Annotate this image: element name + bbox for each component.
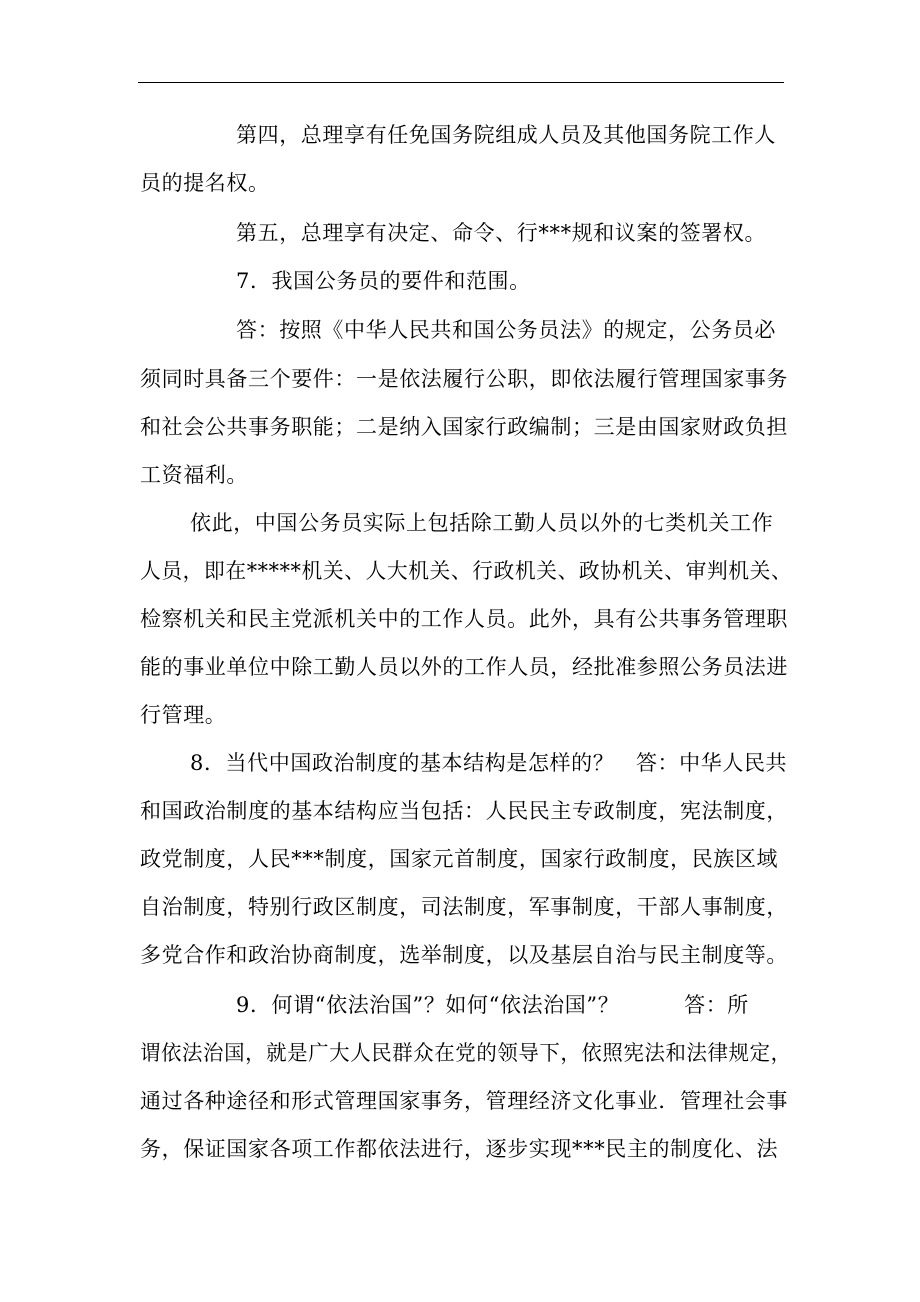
text-line: 谓依法治国，就是广大人民群众在党的领导下，依照宪法和法律规定，	[140, 1041, 792, 1065]
text-line: 8．当代中国政治制度的基本结构是怎样的？ 答：中华人民共	[190, 751, 788, 775]
text-line: 和国政治制度的基本结构应当包括：人民民主专政制度，宪法制度，	[140, 799, 788, 823]
text-line: 员的提名权。	[140, 171, 270, 195]
text-line: 能的事业单位中除工勤人员以外的工作人员，经批准参照公务员法进	[140, 655, 788, 679]
text-line: 第五，总理享有决定、命令、行***规和议案的签署权。	[236, 221, 767, 245]
text-line: 第四，总理享有任免国务院组成人员及其他国务院工作人	[236, 123, 776, 147]
header-rule	[138, 82, 784, 83]
text-line: 检察机关和民主党派机关中的工作人员。此外，具有公共事务管理职	[140, 607, 788, 631]
text-line: 9．何谓“依法治国”？如何“依法治国”？ 答：所	[236, 993, 749, 1017]
text-line: 工资福利。	[140, 463, 248, 487]
text-line: 政党制度，人民***制度，国家元首制度，国家行政制度，民族区域	[140, 847, 779, 871]
text-line: 人员，即在*****机关、人大机关、行政机关、政协机关、审判机关、	[140, 559, 793, 583]
text-line: 行管理。	[140, 703, 227, 727]
text-line: 和社会公共事务职能；二是纳入国家行政编制；三是由国家财政负担	[140, 415, 788, 439]
text-line: 多党合作和政治协商制度，选举制度，以及基层自治与民主制度等。	[140, 943, 788, 967]
text-line: 务，保证国家各项工作都依法进行，逐步实现***民主的制度化、法	[140, 1137, 779, 1161]
text-line: 答：按照《中华人民共和国公务员法》的规定，公务员必	[236, 318, 776, 342]
text-line: 自治制度，特别行政区制度，司法制度，军事制度，干部人事制度，	[140, 895, 788, 919]
text-line: 依此，中国公务员实际上包括除工勤人员以外的七类机关工作	[190, 511, 774, 535]
text-line: 7．我国公务员的要件和范围。	[236, 269, 531, 293]
text-line: 须同时具备三个要件：一是依法履行公职，即依法履行管理国家事务	[140, 367, 788, 391]
text-line: 通过各种途径和形式管理国家事务，管理经济文化事业．管理社会事	[140, 1089, 788, 1113]
